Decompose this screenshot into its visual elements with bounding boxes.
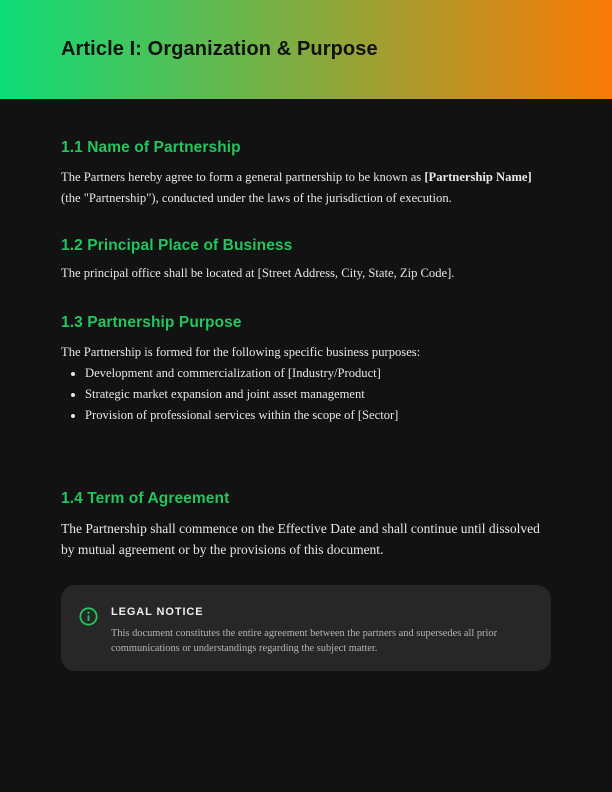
notice-body-text: This document constitutes the entire agreement between the partners and supersedes all prior communications or understandings regarding the subject matter. — [111, 627, 498, 654]
list-item: • Strategic market expansion and joint asset management — [85, 384, 551, 405]
section-term-of-agreement — [61, 490, 551, 560]
section-principal-place-of-business — [61, 237, 551, 282]
purpose-bullet-list — [61, 363, 551, 426]
paragraph-text: The Partners hereby agree to form a general partnership to be known as — [61, 170, 425, 184]
notice-content — [111, 606, 527, 657]
paragraph-text: (the "Partnership"), conducted under the laws of the jurisdiction of execution. — [61, 191, 452, 205]
notice-title: LEGAL NOTICE — [111, 605, 204, 618]
section-partnership-purpose — [61, 314, 551, 426]
article-title: Article I: Organization & Purpose — [61, 38, 378, 60]
document-body — [0, 99, 612, 671]
section-paragraph-1-3: The Partnership is formed for the following specific business purposes: — [61, 344, 421, 359]
section-heading-1-3: 1.3 Partnership Purpose — [61, 313, 242, 331]
list-item: • Development and commercialization of [Industry/Product] — [85, 363, 551, 384]
partnership-name-placeholder: [Partnership Name] — [424, 170, 532, 184]
list-item: • Provision of professional services within the scope of [Sector] — [85, 405, 551, 426]
info-icon — [79, 607, 98, 626]
section-heading-1-4: 1.4 Term of Agreement — [61, 489, 230, 507]
article-header-banner — [0, 0, 612, 99]
section-paragraph-1-1 — [61, 167, 551, 209]
section-heading-1-1: 1.1 Name of Partnership — [61, 139, 241, 156]
section-heading-1-2: 1.2 Principal Place of Business — [61, 237, 293, 254]
section-paragraph-1-2: The principal office shall be located at [Street Address, City, State, Zip Code]. — [61, 266, 455, 280]
section-name-of-partnership — [61, 139, 551, 209]
section-paragraph-1-4: The Partnership shall commence on the Effective Date and shall continue until dissolved by mutual agreement or by the provisions of this document. — [61, 520, 540, 557]
legal-notice-callout — [61, 585, 551, 671]
